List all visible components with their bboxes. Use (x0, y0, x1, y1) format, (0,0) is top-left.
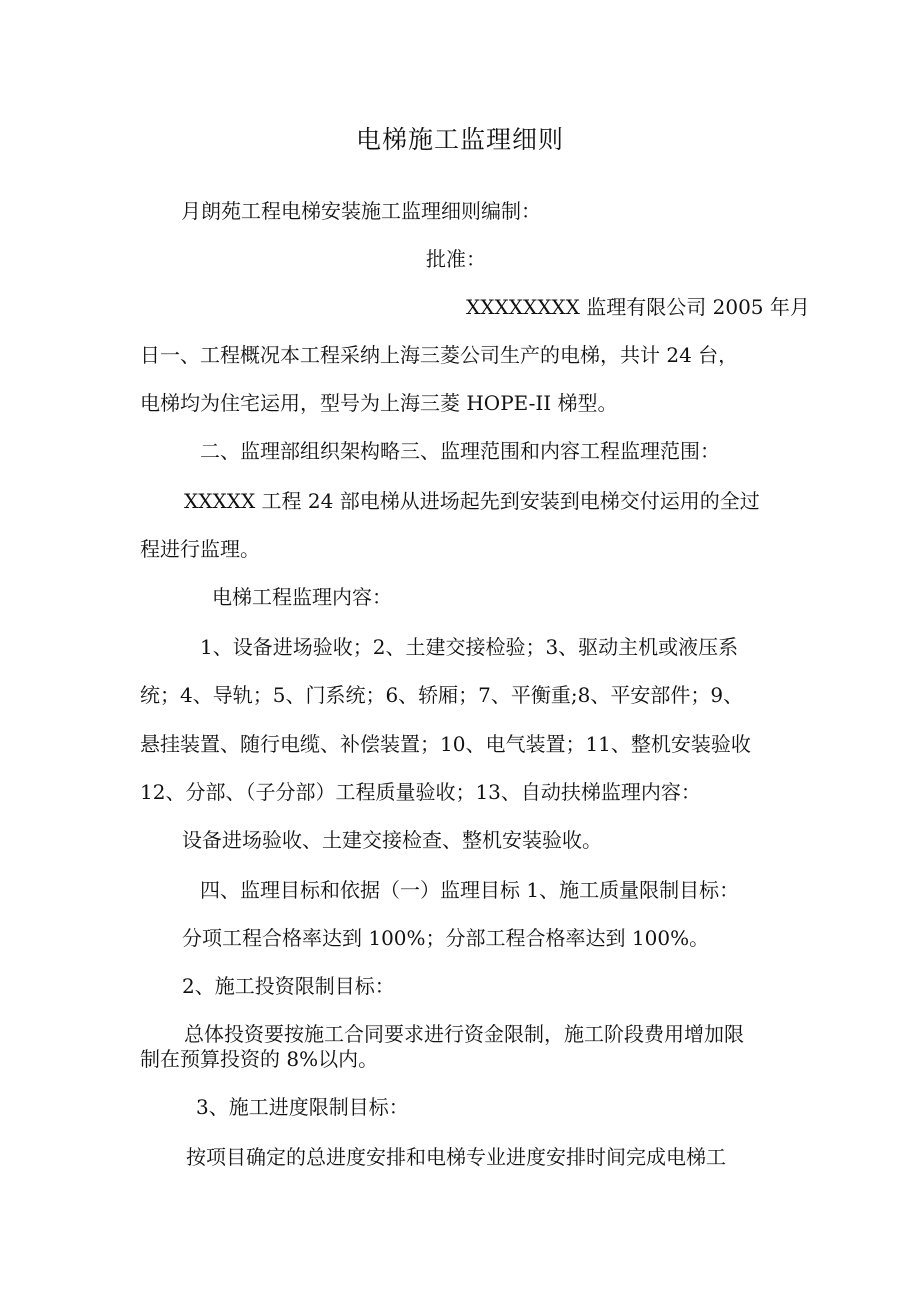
doc-line-approval: 批准： (426, 247, 486, 271)
doc-line-investment-1: 总体投资要按施工合同要求进行资金限制，施工阶段费用增加限 (184, 1022, 744, 1046)
doc-line-section-4: 四、监理目标和依据（一）监理目标 1、施工质量限制目标： (200, 878, 740, 902)
doc-line-section-2-3: 二、监理部组织架构略三、监理范围和内容工程监理范围： (200, 439, 720, 463)
doc-line-scope-1: XXXXX 工程 24 部电梯从进场起先到安装到电梯交付运用的全过 (184, 489, 760, 513)
doc-line-scope-2: 程进行监理。 (140, 537, 260, 561)
document-title: 电梯施工监理细则 (355, 125, 564, 154)
doc-line-overview-2: 电梯均为住宅运用，型号为上海三菱 HOPE-II 梯型。 (140, 391, 618, 415)
doc-line-content-2: 统；4、导轨；5、门系统；6、轿厢；7、平衡重;8、平安部件；9、 (140, 683, 744, 707)
doc-line-company: XXXXXXXX 监理有限公司 2005 年月 (466, 295, 810, 319)
doc-line-overview-1: 日一、工程概况本工程采纳上海三菱公司生产的电梯，共计 24 台， (140, 343, 739, 367)
doc-line-quality-target: 分项工程合格率达到 100%；分部工程合格率达到 100%。 (182, 926, 710, 950)
doc-line-investment-heading: 2、施工投资限制目标： (182, 974, 395, 998)
doc-line-compiler: 月朗苑工程电梯安装施工监理细则编制： (181, 199, 541, 223)
doc-line-content-4: 12、分部、（子分部）工程质量验收；13、自动扶梯监理内容： (140, 780, 701, 804)
doc-line-escalator: 设备进场验收、土建交接检查、整机安装验收。 (182, 828, 602, 852)
doc-line-content-3: 悬挂装置、随行电缆、补偿装置；10、电气装置；11、整机安装验收 (140, 732, 751, 756)
doc-line-schedule-heading: 3、施工进度限制目标： (196, 1095, 409, 1119)
doc-line-content-1: 1、设备进场验收；2、土建交接检验；3、驱动主机或液压系 (200, 635, 739, 659)
doc-line-investment-2: 制在预算投资的 8%以内。 (140, 1047, 379, 1071)
doc-line-schedule-1: 按项目确定的总进度安排和电梯专业进度安排时间完成电梯工 (186, 1145, 726, 1169)
doc-line-content-heading: 电梯工程监理内容： (212, 585, 392, 609)
